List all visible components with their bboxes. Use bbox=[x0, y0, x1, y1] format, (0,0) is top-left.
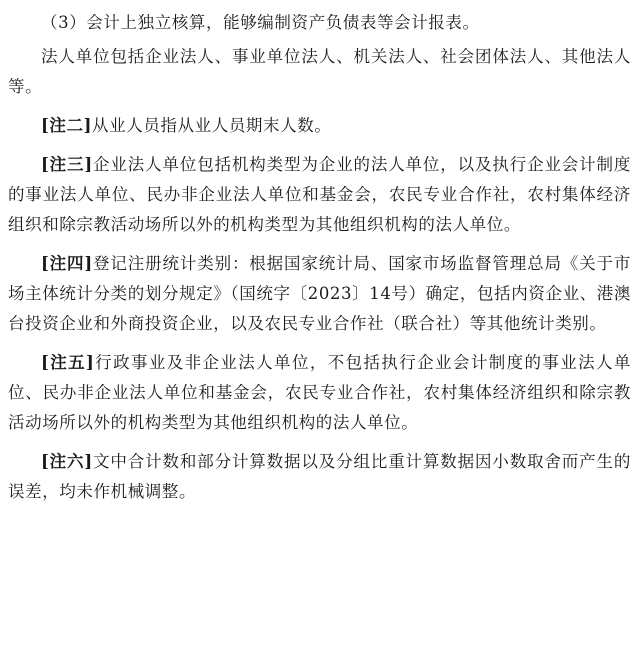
note-4 bbox=[8, 249, 631, 339]
note-2 bbox=[8, 111, 631, 141]
note-tag: [注二] bbox=[41, 116, 93, 135]
note-tag: [注六] bbox=[41, 452, 93, 471]
note-3 bbox=[8, 150, 631, 240]
note-text: 登记注册统计类别：根据国家统计局、国家市场监督管理总局《关于市场主体统计分类的划分规定》（国统字〔2023〕14号）确定，包括内资企业、港澳台投资企业和外商投资企业，以及农民专业合作社（联合社）等其他统计类别。 bbox=[8, 254, 631, 333]
note-6 bbox=[8, 447, 631, 507]
paragraph-text: 法人单位包括企业法人、事业单位法人、机关法人、社会团体法人、其他法人等。 bbox=[8, 47, 631, 96]
paragraph-condition-3 bbox=[8, 8, 631, 38]
note-tag: [注三] bbox=[41, 155, 93, 174]
note-tag: [注四] bbox=[41, 254, 93, 273]
paragraph-text: （3）会计上独立核算，能够编制资产负债表等会计报表。 bbox=[41, 13, 480, 32]
note-text: 文中合计数和部分计算数据以及分组比重计算数据因小数取舍而产生的误差，均未作机械调整。 bbox=[8, 452, 631, 501]
note-tag: [注五] bbox=[41, 353, 95, 372]
paragraph-legal-entity-types bbox=[8, 42, 631, 102]
note-text: 企业法人单位包括机构类型为企业的法人单位，以及执行企业会计制度的事业法人单位、民办非企业法人单位和基金会，农民专业合作社，农村集体经济组织和除宗教活动场所以外的机构类型为其他组织机构的法人单位。 bbox=[8, 155, 631, 234]
note-text: 从业人员指从业人员期末人数。 bbox=[92, 116, 332, 135]
note-5 bbox=[8, 348, 631, 438]
note-text: 行政事业及非企业法人单位，不包括执行企业会计制度的事业法人单位、民办非企业法人单位和基金会，农民专业合作社，农村集体经济组织和除宗教活动场所以外的机构类型为其他组织机构的法人单位。 bbox=[8, 353, 632, 432]
